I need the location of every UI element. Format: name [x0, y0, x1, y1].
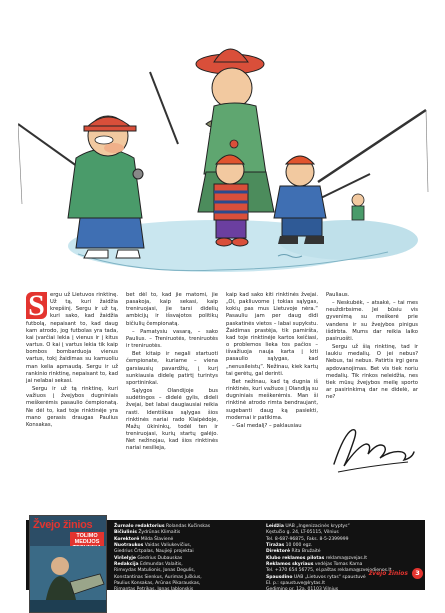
page-footer — [369, 568, 423, 579]
publisher-row: El. p.: spaustuve@lrytas.lt — [266, 581, 325, 587]
article-column-2 — [126, 292, 218, 453]
masthead-publisher-info — [266, 524, 391, 594]
staff-row: Rimvydas Matulionis, Jonas Degulis, — [114, 568, 195, 574]
staff-row: Rimantas Petrikas, Ignas Jablonskis — [114, 587, 194, 593]
article-column-3 — [226, 292, 318, 431]
paragraph-text: ergu už Lietuvos rinktinę. Už tą, kuri žaidžia krepšinį. Sergu ir už tą, kuri sako, kad žaidžia futbolą, nepaisant to, kad daug kam atrodo, jog futbolas yra tada, kai įvarčiai lekia į vienus ir į kitus vartus. O kai į vartus lekia tik kaip bombos bombarduoja vienus vartus, tokį žaidimas su kamuoliu man kelia apmaudą. Sergu ir už rankinio rinktinę, nepaisant to, kad jai nelabai sekasi. — [26, 292, 118, 384]
article-column-4 — [326, 292, 418, 402]
publisher-row: Spausdino UAB „Lietuvos rytas“ spaustuvė — [266, 574, 366, 580]
publisher-row: Direktorė Rita Bružaitė — [266, 549, 321, 555]
staff-row: Bičiulinis Žydrūnas Klimaitis — [114, 530, 181, 536]
article-paragraph: Sąlygos Olandijoje bus sudėtingos – didelė gylis, dideli žvejai, bet labai daugiausiai reikia rasti. Identiškas sąlygas šios rinktinės nariai rado Klaipėdoje, Mažų ūkininkų, todėl ten ir treniruojasi, kurių startų galėjo. Net nežinojau, kad šios rinktinės nariai nesilieja, — [126, 388, 218, 452]
article-paragraph: kaip kad sako kiti rinktinės žvejai. „Oi, pakliuvome į tokias sąlygas, kokių pas mus Lietuvoje nėra.“ Pasauliu jam per daug didi paskatinės vietos – labai supykstu. Žaidimas prastėja, tik pamiršta, kad toje rinktinėje kartos keičiasi, o problemos lieka tos pačios – išvažiuoja nauja karta į kiti pasaulio sąlygas, kad „nenusileistų“. Nežinau, kiek kartų tai gerėtų, gal derinti. — [226, 292, 318, 377]
publisher-row: Gedimino pr. 12a, 01103 Vilnius — [266, 587, 339, 593]
article-body — [26, 289, 423, 524]
staff-row: Viršelyje Giedrius Dubauskas — [114, 555, 183, 561]
article-paragraph: – Neskubėk, – atsakė, – tai mes neuždirbsime. Jei būsiu vis gyvenimą su meškerė prie vandens ir su žvejybos pinigus išdirbta. Mums dar reikia laiko pasiruošti. — [326, 300, 418, 342]
publisher-row: Reklamos skyriaus vedėjas Tomas Karna — [266, 562, 363, 568]
publisher-row: Leidžia UAB „Ingenizacinės kryptys“ — [266, 524, 350, 529]
publisher-row: Klubo reklamos pilotas reklama@zvejas.lt — [266, 555, 368, 561]
page-number: 3 — [412, 568, 423, 579]
article-paragraph: Sergu už šią rinktinę, tad ir laukiu medalių. O jei nebus? Nebus, tai nebus. Patirtis irgi gera apdovanojimas. Bet vis tiek noriu medalių. Tik rinkos neleidžia, nes tiek mūsų žvejybos meilę sporto ar pasirinkimą dar ne didelė, ar ne? — [326, 344, 418, 401]
publisher-row: Kęstučio g. 24, LT-05115, Vilnius — [266, 530, 339, 536]
staff-row: Redakcija Edmundas Valaitis, — [114, 562, 183, 568]
article-column-1 — [26, 289, 118, 430]
article-paragraph: Bet nežinau, kad tą dugnia iš rinktinės, kuri važiuos į Olandiją su dugniniais meškerėmis. Man ši rinktinė atrodo rimta bendraujant, sugebanti daug ką pasiekti, modernai ir patikima. — [226, 378, 318, 421]
fishing-cartoon-illustration — [18, 24, 430, 286]
footer-brand: žvejo žinios — [368, 570, 408, 577]
author-signature — [328, 418, 416, 482]
article-paragraph: – Gal medalį? – paklausiau — [232, 422, 302, 429]
article-paragraph: Pauliaus. — [326, 292, 350, 298]
staff-row: Konstantinas Sienkus, Aurimas Juškius, — [114, 574, 202, 580]
cover-badge: TOLIMO MEDIJOS — [70, 532, 104, 552]
cover-photo — [30, 546, 106, 612]
cover-logo: Žvejo žinios — [33, 519, 93, 531]
article-paragraph: bet dėl to, kad jie matomi, jie pasakoja, kaip sekasi, kaip treniruojasi, jie tarsi didelių ambicijų ir išsvajotos politikų bičiulių čempionatą. — [126, 292, 218, 327]
publisher-row: Tiražas 10 000 egz. — [266, 543, 313, 549]
staff-row: Giedrius Črtpalas, Naujieji projektai — [114, 549, 194, 555]
staff-row: Korektorė Milda Šlavienė — [114, 536, 174, 542]
masthead-box — [26, 519, 425, 593]
masthead-staff-list — [114, 524, 210, 594]
staff-row: Žurnalo redaktorius Rolandas Kučinskas — [114, 524, 211, 529]
article-paragraph: Sergu ir už tą rinktinę, kuri važiuos į žvejybos dugniniais meškerėmis pasaulio čempionatą. Ne dėl to, kad toje rinktinėje yra mano gerasis draugas Paulius Konsakas, — [26, 386, 118, 428]
magazine-cover-thumbnail — [29, 515, 107, 613]
publisher-row: Tel. +370 654 56775, el.paštas reklama@zvejodienos.lt — [266, 568, 392, 574]
drop-cap: S — [26, 292, 47, 319]
article-paragraph — [26, 289, 118, 385]
article-paragraph: Bet kitaip ir negali startuoti čempionate, kuriame – viena garsiausių pavardžių, į kurį sunkiausia didelę patirtį turintys sportininkai. — [126, 351, 218, 386]
publisher-row: Tel. 8-687-96875, Faks. 8-5-2399999 — [266, 536, 349, 542]
article-paragraph: – Pamatysiu vasarą, – sako Paulius. – Treniruotės, treniruotės ir treniruotės. — [126, 328, 218, 350]
staff-row: Nuotraukos Vaidas Valiukevičius, — [114, 543, 192, 549]
staff-row: Paulius Konsakas, Arūnas Pikarauskas, — [114, 581, 201, 587]
